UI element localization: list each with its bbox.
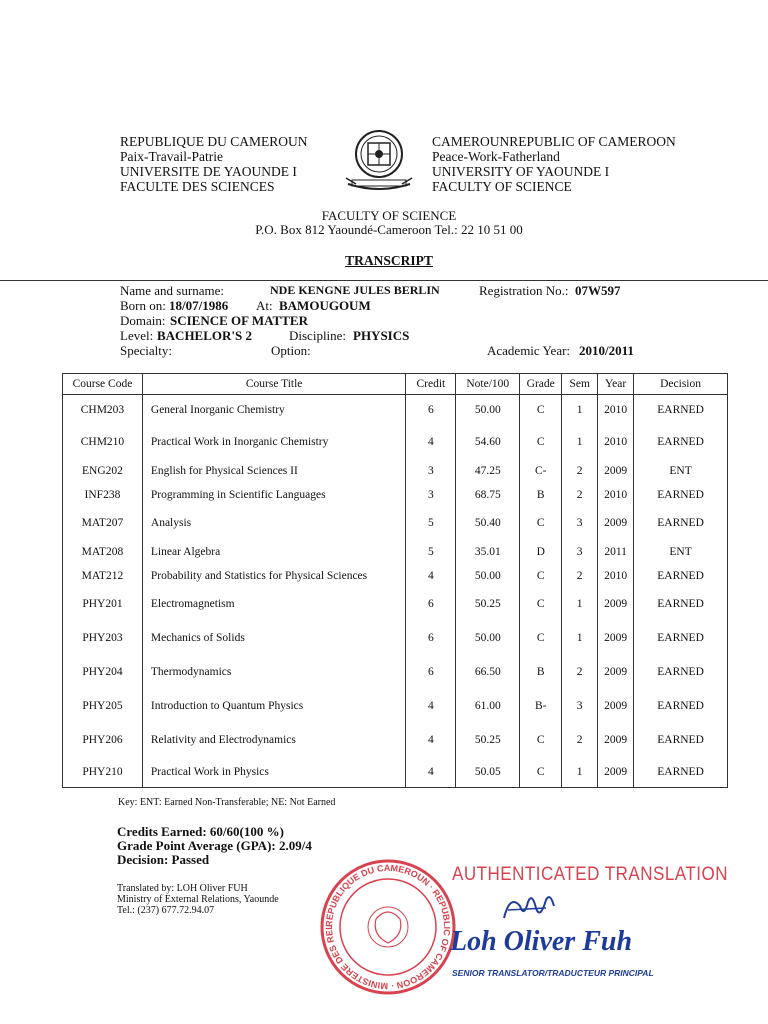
table-cell: 2009: [598, 459, 634, 483]
table-cell: Electromagnetism: [142, 587, 405, 621]
table-cell: C: [520, 587, 562, 621]
header-left-line: REPUBLIQUE DU CAMEROUN: [120, 134, 308, 149]
translator-ministry: Ministry of External Relations, Yaounde: [117, 894, 279, 905]
summary: [117, 825, 312, 867]
table-cell: MAT208: [63, 539, 143, 565]
table-cell: 2009: [598, 723, 634, 757]
table-cell: 2009: [598, 507, 634, 539]
table-row: [63, 689, 728, 723]
table-row: [63, 655, 728, 689]
table-row: [63, 539, 728, 565]
header-right: [432, 134, 676, 194]
table-cell: 50.00: [456, 621, 520, 655]
header-right-line: FACULTY OF SCIENCE: [432, 179, 572, 194]
table-cell: Analysis: [142, 507, 405, 539]
table-cell: EARNED: [634, 565, 728, 587]
col-header: Credit: [406, 374, 456, 395]
table-cell: 3: [562, 507, 598, 539]
table-cell: 2: [562, 459, 598, 483]
document-title: TRANSCRIPT: [345, 253, 433, 268]
level-label: Level:: [120, 328, 154, 343]
table-cell: Programming in Scientific Languages: [142, 483, 405, 507]
table-cell: 5: [406, 507, 456, 539]
domain-value: SCIENCE OF MATTER: [170, 313, 308, 328]
table-cell: General Inorganic Chemistry: [142, 395, 405, 426]
table-cell: 50.00: [456, 565, 520, 587]
student-name: NDE KENGNE JULES BERLIN: [270, 283, 440, 297]
table-cell: 2009: [598, 587, 634, 621]
table-cell: EARNED: [634, 483, 728, 507]
table-cell: 4: [406, 757, 456, 788]
table-cell: EARNED: [634, 425, 728, 459]
table-cell: 2: [562, 483, 598, 507]
table-cell: ENG202: [63, 459, 143, 483]
academic-year-label: Academic Year:: [487, 343, 571, 358]
table-cell: C: [520, 565, 562, 587]
credits-earned: Credits Earned: 60/60(100 %): [117, 824, 284, 839]
table-cell: PHY210: [63, 757, 143, 788]
table-cell: EARNED: [634, 621, 728, 655]
table-cell: Probability and Statistics for Physical Sciences: [142, 565, 405, 587]
table-cell: 1: [562, 757, 598, 788]
table-cell: 3: [406, 483, 456, 507]
table-cell: 2011: [598, 539, 634, 565]
domain-label: Domain:: [120, 313, 166, 328]
table-cell: PHY205: [63, 689, 143, 723]
table-cell: 4: [406, 689, 456, 723]
table-cell: C: [520, 757, 562, 788]
academic-year: 2010/2011: [579, 343, 634, 358]
header-left-line: Paix-Travail-Patrie: [120, 149, 223, 164]
faculty-title: FACULTY OF SCIENCE: [321, 208, 457, 223]
table-cell: 3: [406, 459, 456, 483]
table-cell: 47.25: [456, 459, 520, 483]
table-cell: MAT212: [63, 565, 143, 587]
table-cell: 50.25: [456, 587, 520, 621]
table-cell: Introduction to Quantum Physics: [142, 689, 405, 723]
table-cell: EARNED: [634, 757, 728, 788]
table-cell: 2010: [598, 425, 634, 459]
table-cell: 4: [406, 723, 456, 757]
col-header: Course Title: [142, 374, 405, 395]
table-cell: C: [520, 723, 562, 757]
table-cell: 2010: [598, 565, 634, 587]
table-row: [63, 459, 728, 483]
table-cell: 2: [562, 655, 598, 689]
table-cell: C: [520, 507, 562, 539]
table-row: [63, 395, 728, 426]
table-cell: B: [520, 483, 562, 507]
header-left: [120, 134, 308, 194]
official-seal-stamp: [318, 857, 458, 997]
table-cell: 61.00: [456, 689, 520, 723]
discipline-label: Discipline:: [289, 328, 347, 343]
table-row: [63, 723, 728, 757]
table-cell: Relativity and Electrodynamics: [142, 723, 405, 757]
name-label: Name and surname:: [120, 283, 224, 298]
table-row: [63, 757, 728, 788]
col-header: Year: [598, 374, 634, 395]
table-cell: 6: [406, 587, 456, 621]
table-cell: Thermodynamics: [142, 655, 405, 689]
table-row: [63, 507, 728, 539]
table-cell: 4: [406, 565, 456, 587]
table-cell: 2010: [598, 395, 634, 426]
header-left-line: UNIVERSITE DE YAOUNDE I: [120, 164, 297, 179]
table-cell: ENT: [634, 539, 728, 565]
table-cell: 2010: [598, 483, 634, 507]
table-cell: EARNED: [634, 655, 728, 689]
decision: Decision: Passed: [117, 852, 210, 867]
table-cell: 1: [562, 587, 598, 621]
table-cell: 50.00: [456, 395, 520, 426]
col-header: Note/100: [456, 374, 520, 395]
table-cell: 50.40: [456, 507, 520, 539]
registration-number: 07W597: [575, 283, 621, 298]
table-row: [63, 587, 728, 621]
table-cell: Linear Algebra: [142, 539, 405, 565]
faculty-address: P.O. Box 812 Yaoundé-Cameroon Tel.: 22 10 51 00: [255, 222, 523, 237]
table-cell: EARNED: [634, 723, 728, 757]
table-cell: 2009: [598, 689, 634, 723]
table-cell: C: [520, 425, 562, 459]
birthplace: BAMOUGOUM: [279, 298, 371, 313]
translator-role: SENIOR TRANSLATOR/TRADUCTEUR PRINCIPAL: [452, 968, 654, 978]
translator-info: [117, 883, 279, 916]
table-cell: 6: [406, 621, 456, 655]
table-cell: CHM203: [63, 395, 143, 426]
header-right-line: UNIVERSITY OF YAOUNDE I: [432, 164, 610, 179]
table-cell: 1: [562, 621, 598, 655]
table-cell: Practical Work in Inorganic Chemistry: [142, 425, 405, 459]
signature-name: Loh Oliver Fuh: [450, 926, 633, 957]
seal-text: REPUBLIQUE DU CAMEROUN · REPUBLIC OF CAMEROON · MINISTERE DES REL: [323, 862, 453, 992]
table-cell: 2: [562, 565, 598, 587]
table-cell: Practical Work in Physics: [142, 757, 405, 788]
table-cell: PHY204: [63, 655, 143, 689]
table-cell: 1: [562, 395, 598, 426]
grading-key: Key: ENT: Earned Non-Transferable; NE: Not Earned: [118, 797, 336, 808]
born-label: Born on:: [120, 298, 166, 313]
table-row: [63, 565, 728, 587]
table-row: [63, 425, 728, 459]
option-label: Option:: [271, 343, 311, 358]
table-cell: B: [520, 655, 562, 689]
table-cell: PHY203: [63, 621, 143, 655]
table-cell: 66.50: [456, 655, 520, 689]
table-cell: 2009: [598, 655, 634, 689]
table-cell: 1: [562, 425, 598, 459]
translator-name: Translated by: LOH Oliver FUH: [117, 883, 248, 894]
born-date: 18/07/1986: [169, 298, 229, 313]
table-cell: 3: [562, 689, 598, 723]
table-cell: MAT207: [63, 507, 143, 539]
table-cell: ENT: [634, 459, 728, 483]
birthplace-label: At:: [256, 298, 273, 313]
table-cell: PHY201: [63, 587, 143, 621]
table-cell: 50.25: [456, 723, 520, 757]
table-cell: 2009: [598, 621, 634, 655]
table-cell: EARNED: [634, 507, 728, 539]
level-value: BACHELOR'S 2: [157, 328, 252, 343]
col-header: Grade: [520, 374, 562, 395]
header-right-line: CAMEROUNREPUBLIC OF CAMEROON: [432, 134, 676, 149]
table-cell: 68.75: [456, 483, 520, 507]
table-row: [63, 483, 728, 507]
table-cell: 3: [562, 539, 598, 565]
table-cell: 5: [406, 539, 456, 565]
table-cell: English for Physical Sciences II: [142, 459, 405, 483]
header-divider: [0, 280, 768, 281]
table-cell: 4: [406, 425, 456, 459]
translator-phone: Tel.: (237) 677.72.94.07: [117, 905, 215, 916]
table-cell: C: [520, 621, 562, 655]
table-cell: EARNED: [634, 587, 728, 621]
discipline-value: PHYSICS: [353, 328, 410, 343]
table-header-row: [63, 374, 728, 395]
table-cell: PHY206: [63, 723, 143, 757]
grade-point-average: Grade Point Average (GPA): 2.09/4: [117, 838, 312, 853]
table-cell: C-: [520, 459, 562, 483]
transcript-table: [62, 373, 728, 788]
table-cell: 2009: [598, 757, 634, 788]
table-cell: 2: [562, 723, 598, 757]
table-row: [63, 621, 728, 655]
col-header: Decision: [634, 374, 728, 395]
registration-label: Registration No.:: [479, 283, 569, 298]
table-cell: 54.60: [456, 425, 520, 459]
header-right-line: Peace-Work-Fatherland: [432, 149, 560, 164]
table-cell: 50.05: [456, 757, 520, 788]
table-cell: Mechanics of Solids: [142, 621, 405, 655]
col-header: Sem: [562, 374, 598, 395]
authenticated-translation-stamp: AUTHENTICATED TRANSLATION: [452, 862, 729, 885]
table-cell: 35.01: [456, 539, 520, 565]
specialty-label: Specialty:: [120, 343, 172, 358]
table-cell: CHM210: [63, 425, 143, 459]
coat-of-arms-emblem: [340, 124, 418, 192]
table-cell: C: [520, 395, 562, 426]
table-cell: D: [520, 539, 562, 565]
col-header: Course Code: [63, 374, 143, 395]
table-cell: 6: [406, 655, 456, 689]
table-cell: 6: [406, 395, 456, 426]
table-cell: INF238: [63, 483, 143, 507]
table-cell: EARNED: [634, 395, 728, 426]
header-left-line: FACULTE DES SCIENCES: [120, 179, 275, 194]
table-cell: B-: [520, 689, 562, 723]
table-cell: EARNED: [634, 689, 728, 723]
